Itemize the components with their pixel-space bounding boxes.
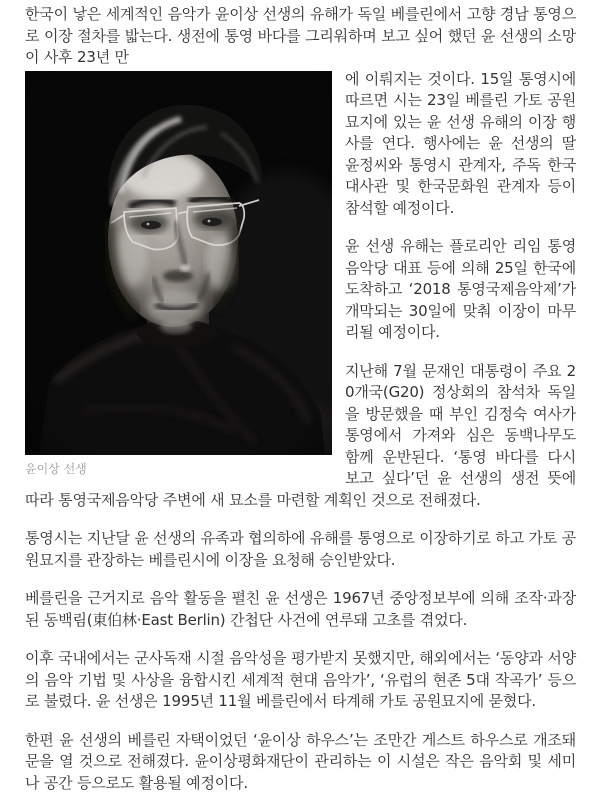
paragraph-body-2: 윤 선생 유해는 플로리안 리임 통영음악당 대표 등에 의해 25일 한국에 도착하고 ‘2018 통영국제음악제’가 개막되는 30일에 맞춰 이장이 마무리될 예정이다. <box>345 237 576 341</box>
paragraph-body-1: 에 이뤄지는 것이다. 15일 통영시에 따르면 시는 23일 베를린 가토 공원묘지에 있는 윤 선생 유해의 이장 행사를 연다. 행사에는 윤 선생의 딸 윤정씨와 통영시 관계자, 주독 한국대사관 및 한국문화원 관계자 등이 참석할 예정이다. <box>345 69 576 217</box>
portrait-photo-image <box>25 71 332 455</box>
paragraph-body-6: 이후 국내에서는 군사독재 시절 음악성을 평가받지 못했지만, 해외에서는 ‘동양과 서양의 음악 기법 및 사상을 융합시킨 세계적 현대 음악가’, ‘유럽의 현존 5대 작곡가’ 등으로 불렸다. 윤 선생은 1995년 11월 베를린에서 타계해 가토 공원묘지에 묻혔다. <box>25 649 576 710</box>
paragraph-body-7: 한편 윤 선생의 베를린 자택이었던 ‘윤이상 하우스’는 조만간 게스트 하우스로 개조돼 문을 열 것으로 전해졌다. 윤이상평화재단이 관리하는 이 시설은 작은 음악회 및 세미나 공간 등으로도 활용될 예정이다. <box>25 730 576 792</box>
photo-figure <box>25 71 332 476</box>
portrait-photo <box>25 71 332 455</box>
photo-caption: 윤이상 선생 <box>25 461 87 476</box>
paragraph-body-4: 통영시는 지난달 윤 선생의 유족과 협의하에 유해를 통영으로 이장하기로 하고 가토 공원묘지를 관장하는 베를린시에 이장을 요청해 승인받았다. <box>25 529 576 569</box>
paragraph-body-5: 베를린을 근거지로 음악 활동을 펼친 윤 선생은 1967년 중앙정보부에 의해 조작·과장된 동백림(東伯林·East Berlin) 간첩단 사건에 연루돼 고초를 겪었다. <box>25 589 576 629</box>
paragraph-body-3: 지난해 7월 문재인 대통령이 주요 20개국(G20) 정상회의 참석차 독일을 방문했을 때 부인 김정숙 여사가 통영에서 가져와 심은 동백나무도 함께 운반된다. ‘통영 바다를 다시 보고 싶다’던 윤 선생의 생전 뜻에 따라 통영국제음악당 주변에 새 묘소를 마련할 계획인 것으로 전해졌다. <box>25 361 576 509</box>
news-article <box>25 4 576 794</box>
paragraph-intro: 한국이 낳은 세계적인 음악가 윤이상 선생의 유해가 독일 베를린에서 고향 경남 통영으로 이장 절차를 밟는다. 생전에 통영 바다를 그리워하며 보고 싶어 했던 윤 선생의 소망이 사후 23년 만 <box>25 5 576 66</box>
